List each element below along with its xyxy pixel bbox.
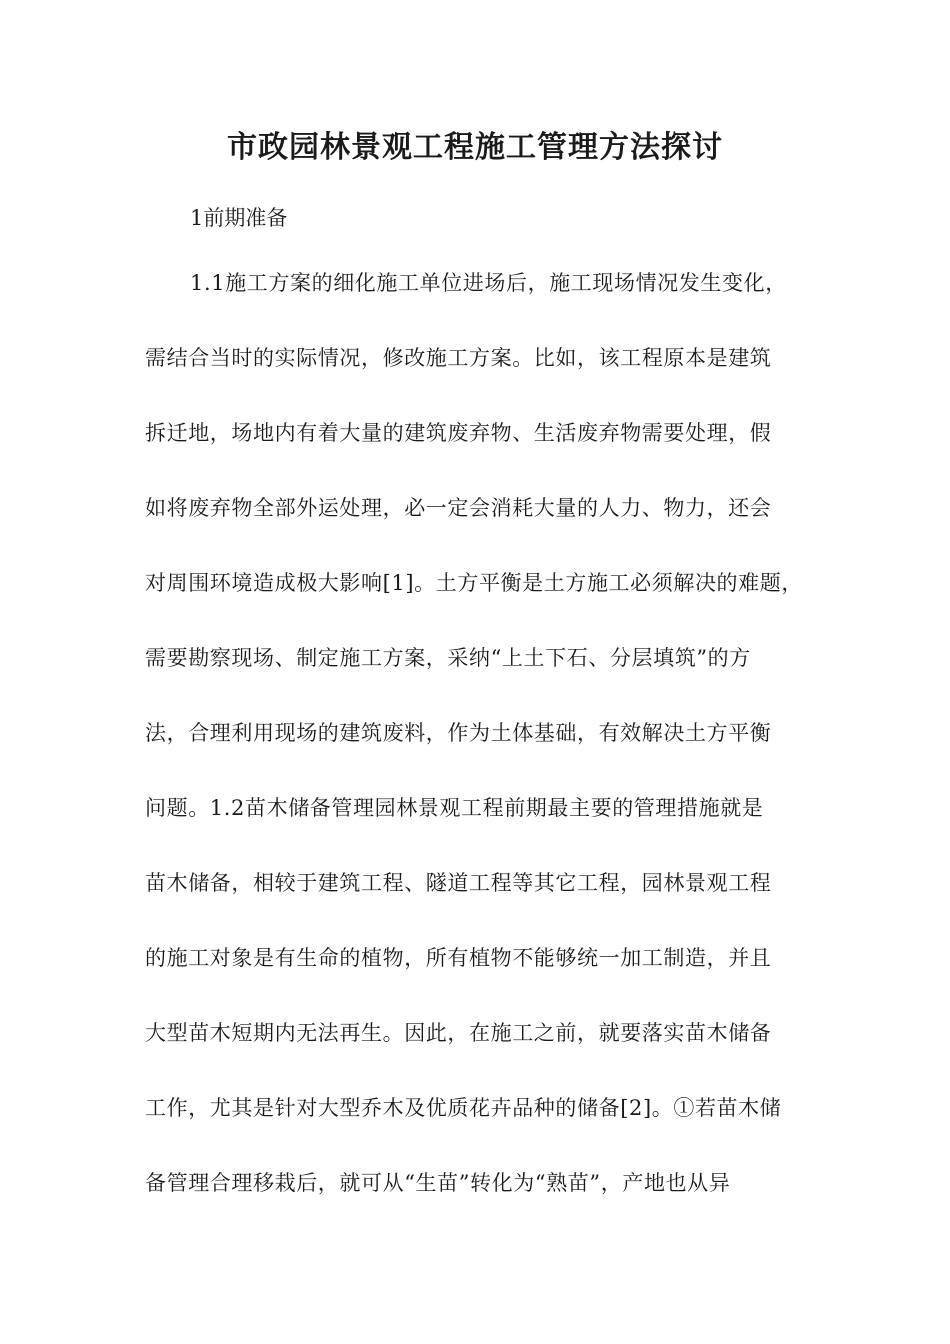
section-heading: 1前期准备 <box>190 206 288 230</box>
body-text-line: 法，合理利用现场的建筑废料，作为土体基础，有效解决土方平衡 <box>145 721 772 745</box>
document-title: 市政园林景观工程施工管理方法探讨 <box>227 130 723 165</box>
body-text-line: 拆迁地，场地内有着大量的建筑废弃物、生活废弃物需要处理，假 <box>145 421 772 445</box>
body-text-line: 备管理合理移栽后，就可从“生苗”转化为“熟苗”，产地也从异 <box>145 1171 731 1195</box>
body-text-line: 苗木储备，相较于建筑工程、隧道工程等其它工程，园林景观工程 <box>145 871 772 895</box>
body-text-line: 对周围环境造成极大影响[1]。土方平衡是土方施工必须解决的难题， <box>145 571 803 595</box>
body-text-line: 需结合当时的实际情况，修改施工方案。比如，该工程原本是建筑 <box>145 346 772 370</box>
body-text-line: 需要勘察现场、制定施工方案，采纳“上土下石、分层填筑”的方 <box>145 646 751 670</box>
body-text-line: 如将废弃物全部外运处理，必一定会消耗大量的人力、物力，还会 <box>145 496 772 520</box>
body-text-line: 大型苗木短期内无法再生。因此，在施工之前，就要落实苗木储备 <box>145 1021 772 1045</box>
body-text-line: 1.1施工方案的细化施工单位进场后，施工现场情况发生变化， <box>190 271 787 295</box>
body-text-line: 工作，尤其是针对大型乔木及优质花卉品种的储备[2]。①若苗木储 <box>145 1096 782 1120</box>
body-text-line: 问题。1.2苗木储备管理园林景观工程前期最主要的管理措施就是 <box>145 796 764 820</box>
body-text-line: 的施工对象是有生命的植物，所有植物不能够统一加工制造，并且 <box>145 946 772 970</box>
